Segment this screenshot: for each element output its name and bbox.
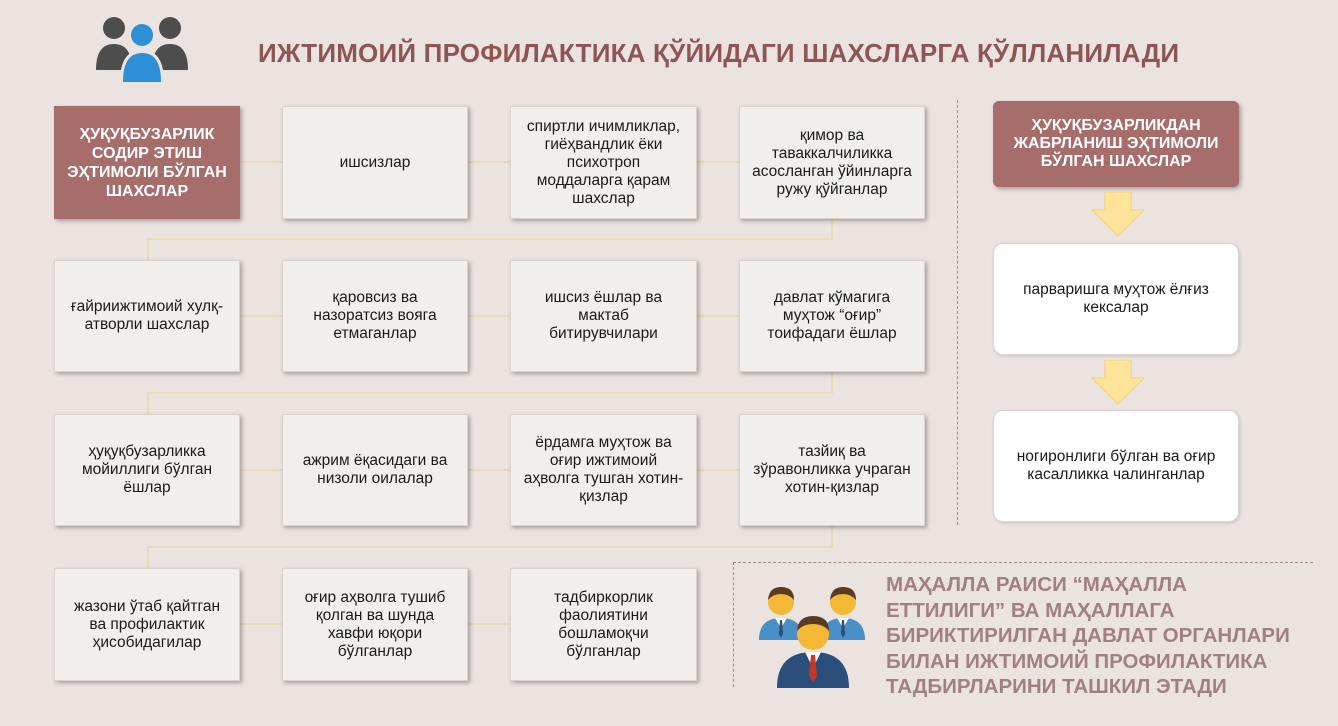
category-box: тадбиркорлик фаолиятини бошламоқчи бўлганлар xyxy=(510,568,697,681)
category-box: ажрим ёқасидаги ва низоли оилалар xyxy=(282,414,468,526)
category-box: ёрдамга муҳтож ва оғир ижтимоий аҳволга тушган хотин-қизлар xyxy=(510,414,697,526)
category-box: спиртли ичимликлар, гиёҳвандлик ёки психотроп моддаларга қарам шахслар xyxy=(510,106,697,219)
category-box: давлат кўмагига муҳтож “оғир” тоифадаги ёшлар xyxy=(739,260,925,372)
category-box: қимор ва таваккалчиликка асосланган ўйинларга ружу қўйганлар xyxy=(739,106,925,219)
right-category-box: парваришга муҳтож ёлғиз кексалар xyxy=(993,243,1239,355)
category-box: ишсиз ёшлар ва мактаб битирувчилари xyxy=(510,260,697,372)
down-arrow-icon xyxy=(1090,192,1146,238)
page-title: ИЖТИМОИЙ ПРОФИЛАКТИКА ҚЎЙИДАГИ ШАХСЛАРГА ҚЎЛЛАНИЛАДИ xyxy=(258,38,1180,68)
right-category-box: ногиронлиги бўлган ва оғир касалликка чалинганлар xyxy=(993,410,1239,522)
section-divider xyxy=(733,562,734,687)
section-divider xyxy=(957,100,958,525)
bottom-note: МАҲАЛЛА РАИСИ “МАҲАЛЛА ЕТТИЛИГИ” ВА МАҲАЛЛАГА БИРИКТИРИЛГАН ДАВЛАТ ОРГАНЛАРИ БИЛАН ИЖТИМОИЙ ПРОФИЛАКТИКА ТАДБИРЛАРИНИ ТАШКИЛ ЭТАДИ xyxy=(886,573,1290,698)
category-box: тазйиқ ва зўравонликка учраган хотин-қизлар xyxy=(739,414,925,526)
category-box: жазони ўтаб қайтган ва профилактик ҳисобидагилар xyxy=(54,568,240,681)
category-box: ҳуқуқбузарликка мойиллиги бўлган ёшлар xyxy=(54,414,240,526)
category-box: ишсизлар xyxy=(282,106,468,219)
managers-group-icon xyxy=(757,578,869,688)
category-box: қаровсиз ва назоратсиз вояга етмаганлар xyxy=(282,260,468,372)
section-divider xyxy=(733,562,1313,563)
people-group-icon xyxy=(92,10,192,86)
left-category-head: ҲУҚУҚБУЗАРЛИК СОДИР ЭТИШ ЭҲТИМОЛИ БЎЛГАН ШАХСЛАР xyxy=(54,106,240,219)
category-box: оғир аҳволга тушиб қолган ва шунда хавфи юқори бўлганлар xyxy=(282,568,468,681)
down-arrow-icon xyxy=(1090,360,1146,406)
category-box: ғайриижтимоий хулқ-атворли шахслар xyxy=(54,260,240,372)
right-category-head: ҲУҚУҚБУЗАРЛИКДАН ЖАБРЛАНИШ ЭҲТИМОЛИ БЎЛГАН ШАХСЛАР xyxy=(993,101,1239,187)
